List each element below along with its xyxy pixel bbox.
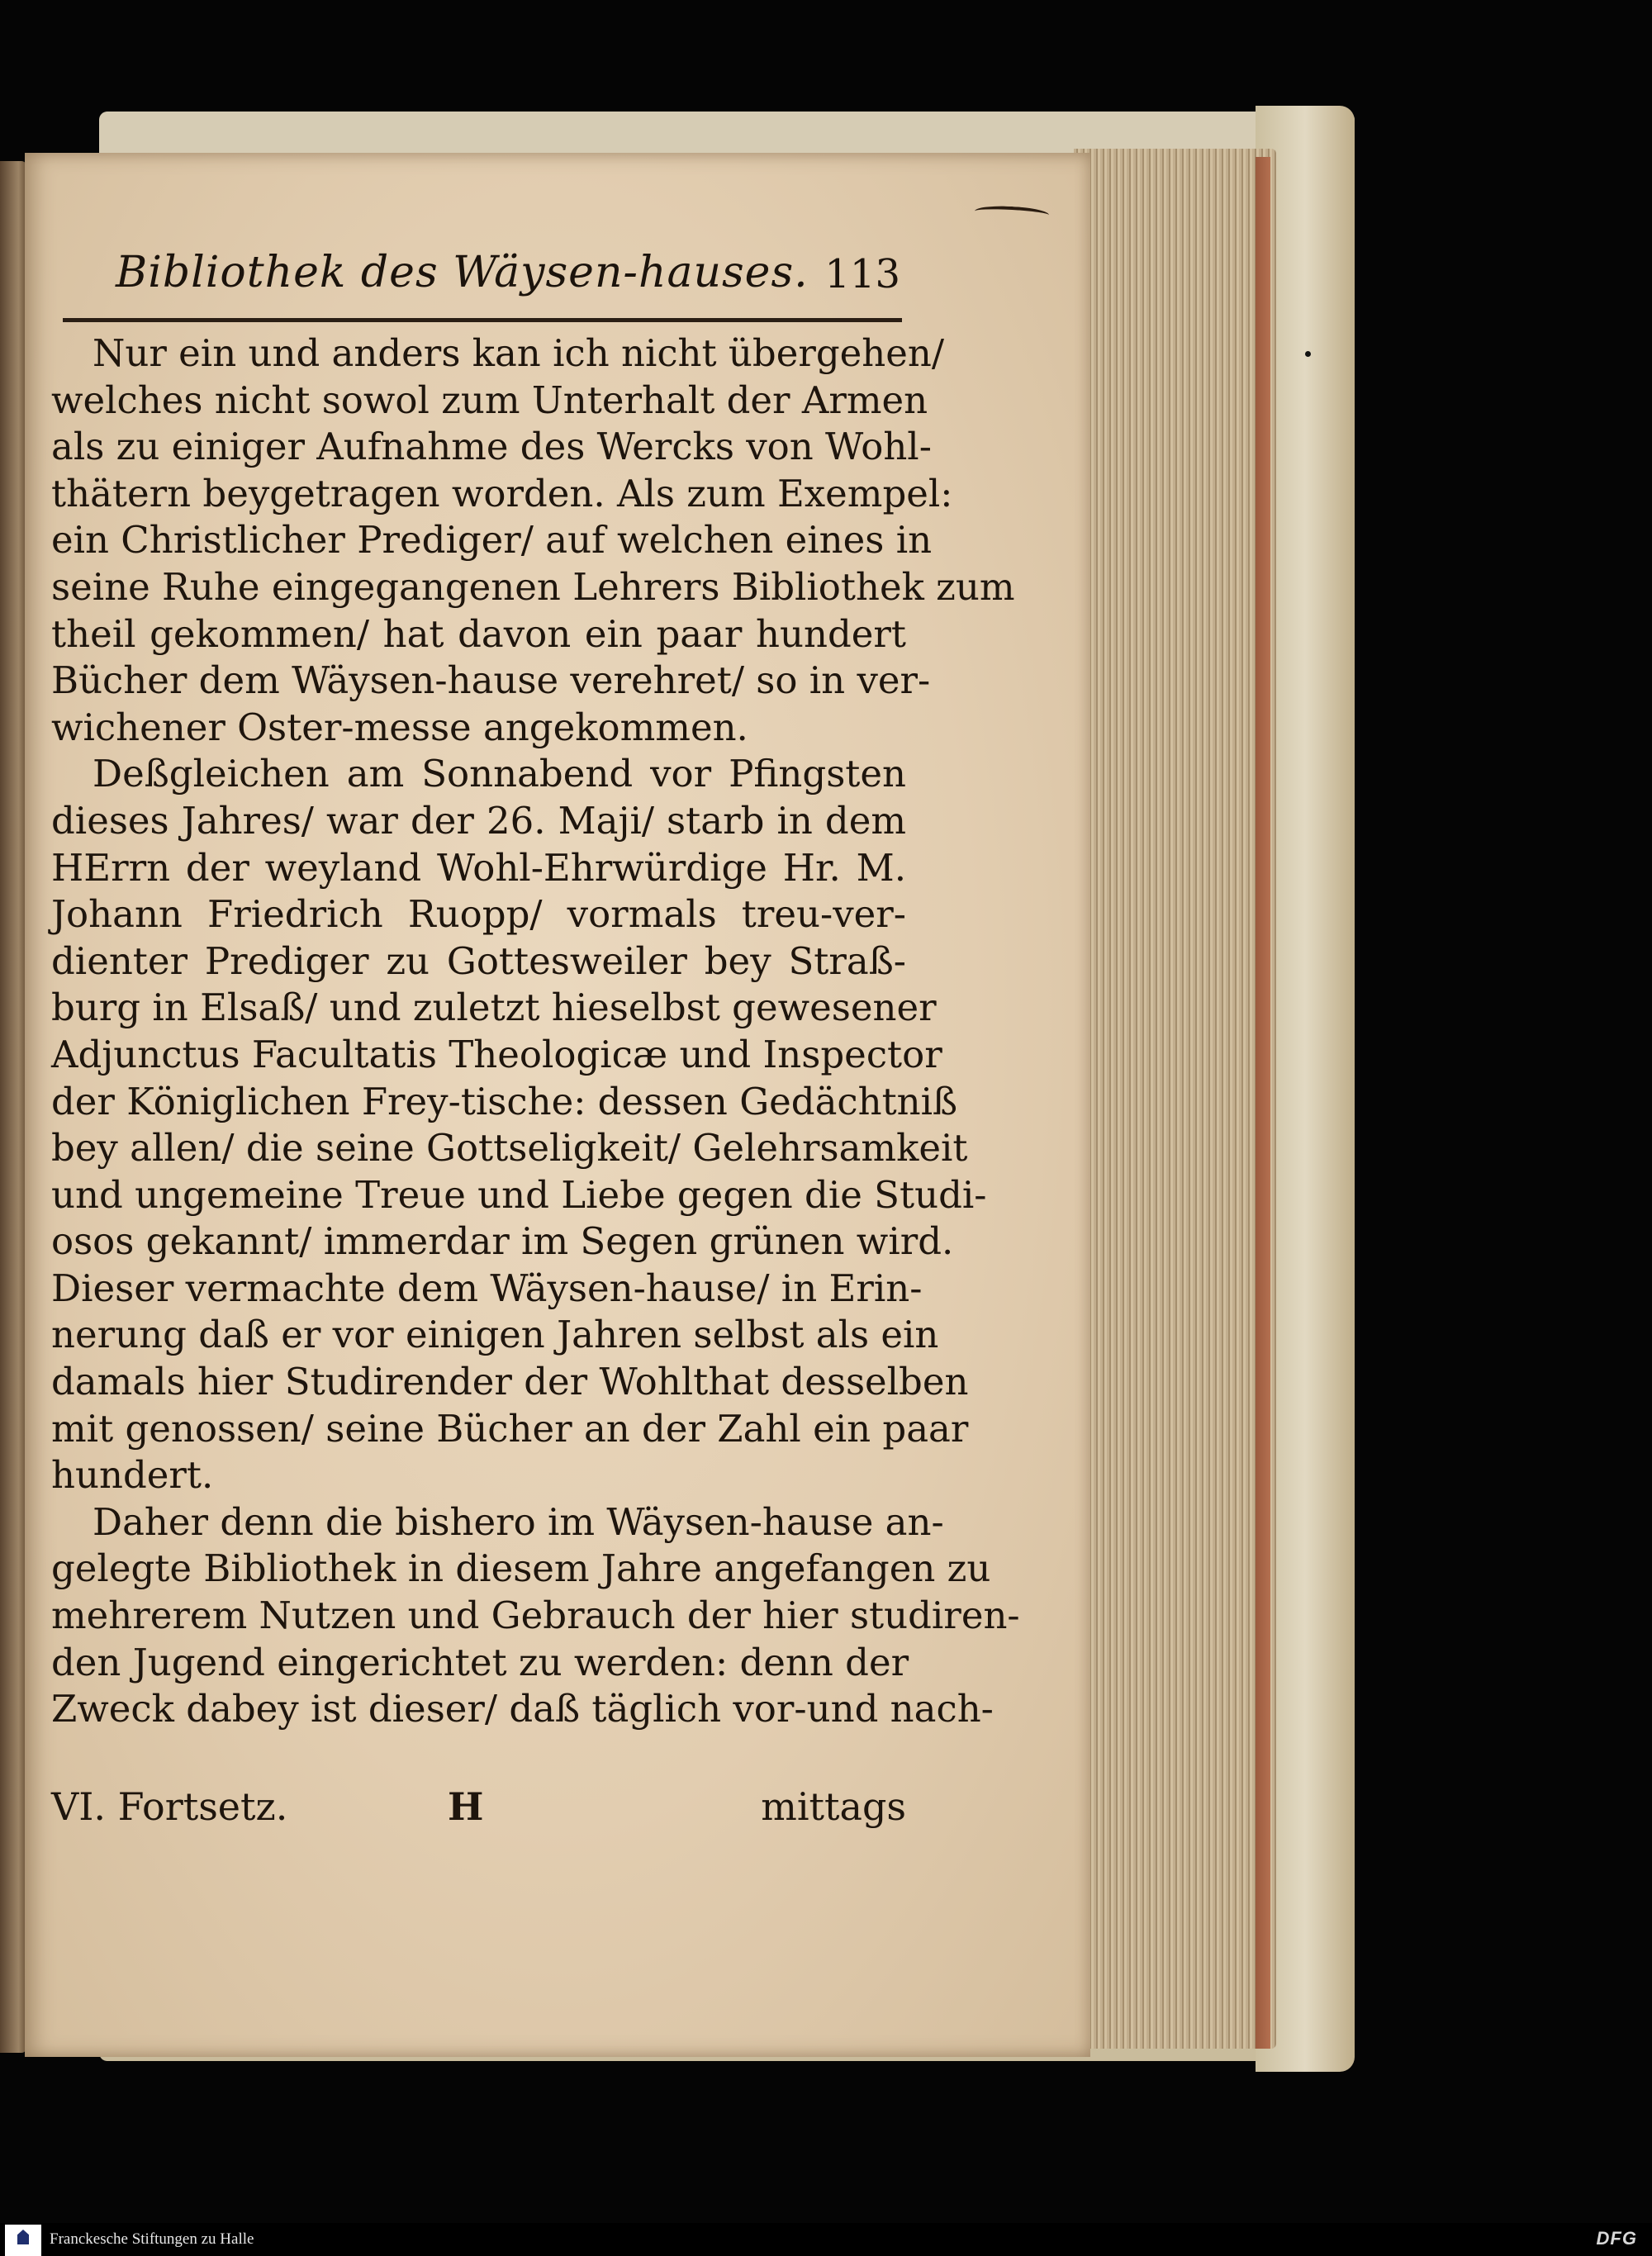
left-page-sliver — [0, 161, 26, 2053]
text-line: Zweck dabey ist dieser/ daß täglich vor-und nach- — [51, 1687, 994, 1731]
text-line: Deßgleichen am Sonnabend vor Pfingsten — [93, 752, 906, 796]
header-rule — [63, 318, 902, 322]
text-line: HErrn der weyland Wohl-Ehrwürdige Hr. M. — [51, 845, 906, 890]
catchword: mittags — [761, 1784, 906, 1829]
text-line: dienter Prediger zu Gottesweiler bey Straß- — [51, 938, 906, 983]
text-line: hundert. — [51, 1453, 214, 1498]
page-number: 113 — [824, 251, 900, 297]
text-line: wichener Oster-messe angekommen. — [51, 705, 748, 749]
text-line: dieses Jahres/ war der 26. Maji/ starb in dem — [51, 798, 906, 843]
francke-foundation-logo-icon — [5, 2225, 41, 2256]
page-edges — [1074, 149, 1276, 2049]
text-line: mehrerem Nutzen und Gebrauch der hier studiren- — [51, 1593, 1020, 1638]
text-line: ein Christlicher Prediger/ auf welchen eines in — [51, 518, 933, 563]
institution-name: Franckesche Stiftungen zu Halle — [50, 2230, 254, 2248]
text-line: der Königlichen Frey-tische: dessen Gedächtniß — [51, 1079, 958, 1123]
running-title: Bibliothek des Wäysen-hauses. — [116, 248, 809, 297]
text-line: Nur ein und anders kan ich nicht übergehen/ — [93, 331, 945, 375]
text-line: Daher denn die bishero im Wäysen-hause an- — [93, 1499, 944, 1544]
text-line: welches nicht sowol zum Unterhalt der Armen — [51, 378, 928, 422]
text-line: gelegte Bibliothek in diesem Jahre angefangen zu — [51, 1546, 991, 1591]
text-line: seine Ruhe eingegangenen Lehrers Bibliothek zum — [51, 564, 1015, 609]
text-line: Dieser vermachte dem Wäysen-hause/ in Erin- — [51, 1266, 923, 1310]
page-header — [116, 248, 909, 306]
text-line: burg in Elsaß/ und zuletzt hieselbst gewesener — [51, 986, 937, 1030]
signature-letter: H — [448, 1784, 484, 1829]
red-page-edge — [1256, 157, 1270, 2049]
text-line: mit genossen/ seine Bücher an der Zahl ein paar — [51, 1406, 969, 1451]
text-line: Johann Friedrich Ruopp/ vormals treu-ver- — [51, 892, 906, 937]
text-line: thätern beygetragen worden. Als zum Exempel: — [51, 471, 953, 515]
text-line: damals hier Studirender der Wohlthat desselben — [51, 1360, 969, 1404]
ink-dot — [1305, 351, 1311, 357]
text-line: nerung daß er vor einigen Jahren selbst als ein — [51, 1313, 939, 1357]
page-footer — [51, 1784, 906, 1834]
text-line: Bücher dem Wäysen-hause verehret/ so in ver- — [51, 658, 931, 703]
body-text — [51, 330, 1020, 1733]
text-line: bey allen/ die seine Gottseligkeit/ Gelehrsamkeit — [51, 1126, 968, 1171]
text-line: osos gekannt/ immerdar im Segen grünen wird. — [51, 1219, 954, 1264]
text-line: Adjunctus Facultatis Theologicæ und Inspector — [51, 1032, 942, 1076]
text-line: und ungemeine Treue und Liebe gegen die Studi- — [51, 1172, 987, 1217]
text-line: als zu einiger Aufnahme des Wercks von Wohl- — [51, 425, 932, 469]
text-line: den Jugend eingerichtet zu werden: denn der — [51, 1640, 909, 1684]
signature-mark: VI. Fortsetz. — [51, 1784, 288, 1829]
dfg-logo: DFG — [1596, 2228, 1637, 2249]
text-line: theil gekommen/ hat davon ein paar hundert — [51, 611, 906, 656]
